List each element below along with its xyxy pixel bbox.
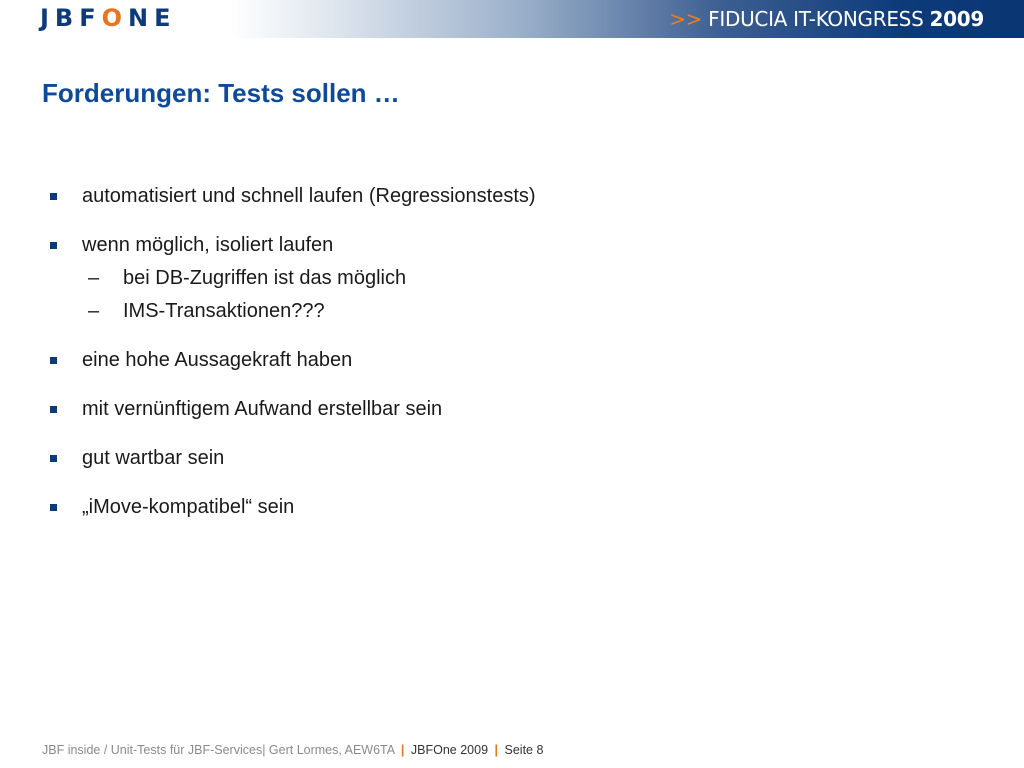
footer-middle: JBFOne 2009 xyxy=(410,743,489,757)
bullet-text: eine hohe Aussagekraft haben xyxy=(82,348,353,371)
bullet-text: mit vernünftigem Aufwand erstellbar sein xyxy=(82,397,443,420)
bullet-item xyxy=(50,233,333,257)
footer-left: JBF inside / Unit-Tests für JBF-Services| Gert Lormes, AEW6TA xyxy=(42,743,395,757)
square-bullet-icon xyxy=(50,193,57,200)
double-arrow-icon: >> xyxy=(669,7,703,31)
square-bullet-icon xyxy=(50,406,57,413)
sub-bullet-text: bei DB-Zugriffen ist das möglich xyxy=(123,266,407,289)
bullet-item xyxy=(50,495,294,519)
dash-bullet-icon: – xyxy=(88,299,100,322)
square-bullet-icon xyxy=(50,357,57,364)
bullet-text: automatisiert und schnell laufen (Regressionstests) xyxy=(82,184,536,207)
footer xyxy=(42,743,543,757)
dash-bullet-icon: – xyxy=(88,266,100,289)
square-bullet-icon xyxy=(50,504,57,511)
bullet-item xyxy=(50,397,442,421)
footer-separator: | xyxy=(400,743,405,757)
sub-bullet-item xyxy=(88,266,406,290)
footer-separator: | xyxy=(494,743,499,757)
bullet-item xyxy=(50,446,224,470)
logo-prefix: JBF xyxy=(40,4,102,32)
congress-name: FIDUCIA IT-KONGRESS xyxy=(708,7,924,31)
square-bullet-icon xyxy=(50,242,57,249)
bullet-text: gut wartbar sein xyxy=(82,446,225,469)
footer-page-number: Seite 8 xyxy=(504,743,544,757)
slide-title: Forderungen: Tests sollen … xyxy=(42,78,400,108)
sub-bullet-item xyxy=(88,299,325,323)
bullet-item xyxy=(50,184,536,208)
bullet-text: wenn möglich, isoliert laufen xyxy=(82,233,334,256)
bullet-text: „iMove-kompatibel“ sein xyxy=(82,495,295,518)
square-bullet-icon xyxy=(50,455,57,462)
logo-o: O xyxy=(101,4,129,32)
bullet-item xyxy=(50,348,352,372)
logo-suffix: NE xyxy=(128,4,177,32)
congress-year: 2009 xyxy=(929,7,984,31)
sub-bullet-text: IMS-Transaktionen??? xyxy=(123,299,325,322)
